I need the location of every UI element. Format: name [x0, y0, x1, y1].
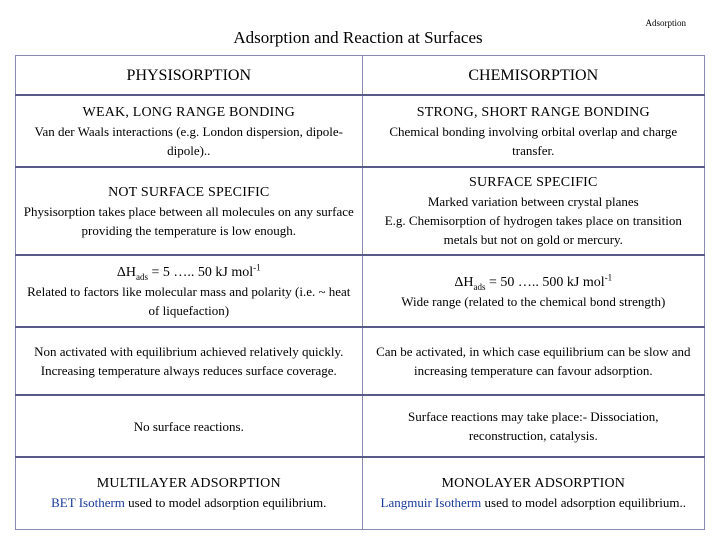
- ads-subscript: ads: [136, 271, 149, 282]
- cell-chemisorption-activation: Can be activated, in which case equilibrium can be slow and increasing temperature can favour adsorption.: [362, 327, 704, 395]
- cell-physisorption-bonding: [16, 95, 363, 167]
- enthalpy-description: Related to factors like molecular mass and polarity (i.e. ~ heat of liquefaction): [27, 284, 351, 318]
- isotherm-description: used to model adsorption equilibrium.: [124, 495, 327, 511]
- corner-label: Adsorption: [645, 18, 686, 28]
- table-row: [16, 327, 705, 395]
- table-row: [16, 457, 705, 529]
- unit-superscript: -1: [604, 271, 613, 282]
- cell-physisorption-reactions: No surface reactions.: [16, 395, 363, 457]
- bonding-description: Van der Waals interactions (e.g. London dispersion, dipole-dipole)..: [34, 123, 344, 158]
- isotherm-name: Langmuir Isotherm: [380, 495, 482, 511]
- enthalpy-description: Wide range (related to the chemical bond strength): [401, 293, 666, 309]
- cell-physisorption-activation: Non activated with equilibrium achieved relatively quickly. Increasing temperature always reduces surface coverage.: [16, 327, 363, 395]
- specificity-description: Physisorption takes place between all molecules on any surface providing the temperature is low enough.: [23, 203, 354, 238]
- comparison-table: [15, 55, 705, 530]
- isotherm-name: BET Isotherm: [51, 495, 125, 511]
- cell-chemisorption-layers: [362, 457, 704, 529]
- bonding-description: Chemical bonding involving orbital overlap and charge transfer.: [389, 123, 678, 158]
- specificity-heading: SURFACE SPECIFIC: [468, 175, 598, 190]
- layer-heading: MULTILAYER ADSORPTION: [96, 476, 281, 492]
- ads-subscript: ads: [473, 281, 486, 292]
- table-row: [16, 167, 705, 255]
- enthalpy-range-text: = 50 ….. 500 kJ mol: [485, 274, 605, 290]
- delta-h-symbol: ΔH: [116, 265, 137, 280]
- cell-chemisorption-reactions: Surface reactions may take place:- Dissociation, reconstruction, catalysis.: [362, 395, 704, 457]
- table-row: [16, 255, 705, 327]
- enthalpy-range: [22, 263, 356, 282]
- cell-physisorption-enthalpy: [16, 255, 363, 327]
- delta-h-symbol: ΔH: [454, 274, 474, 290]
- cell-physisorption-layers: [16, 457, 363, 529]
- page-title: Adsorption and Reaction at Surfaces: [233, 28, 483, 47]
- table-row: [16, 95, 705, 167]
- cell-chemisorption-specificity: [362, 167, 704, 255]
- specificity-heading: NOT SURFACE SPECIFIC: [108, 184, 270, 200]
- layer-heading: MONOLAYER ADSORPTION: [441, 476, 626, 492]
- isotherm-description: used to model adsorption equilibrium..: [481, 495, 687, 511]
- header-chemisorption: CHEMISORPTION: [362, 56, 704, 96]
- table-row: [16, 395, 705, 457]
- enthalpy-range: [369, 273, 698, 292]
- specificity-description: Marked variation between crystal planes: [427, 194, 639, 209]
- header-physisorption: PHYSISORPTION: [16, 56, 363, 96]
- specificity-example: E.g. Chemisorption of hydrogen takes place on transition metals but not on gold or mercury.: [384, 213, 682, 247]
- unit-superscript: -1: [253, 262, 261, 273]
- enthalpy-range-text: = 5 ….. 50 kJ mol: [148, 265, 254, 280]
- bonding-heading: STRONG, SHORT RANGE BONDING: [416, 104, 650, 120]
- bonding-heading: WEAK, LONG RANGE BONDING: [82, 104, 295, 120]
- cell-physisorption-specificity: [16, 167, 363, 255]
- cell-chemisorption-enthalpy: [362, 255, 704, 327]
- cell-chemisorption-bonding: [362, 95, 704, 167]
